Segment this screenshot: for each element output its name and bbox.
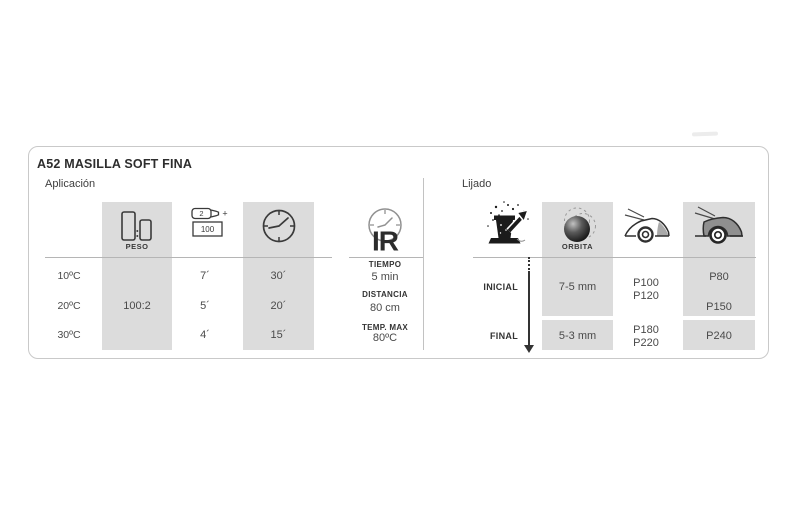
finish-grit-value: P150 [706, 301, 732, 313]
ir-text: IR [372, 225, 398, 253]
dry-time-value: 20´ [270, 300, 287, 312]
ir-stat-value: 80ºC [372, 332, 398, 344]
finish-grit-value: P80 [709, 271, 729, 283]
dry-time-value: 30´ [270, 270, 287, 282]
temp-row-label: 20ºC [57, 300, 81, 312]
weight-ratio-value: 100:2 [123, 300, 151, 312]
orbit-stroke-value: 7-5 mm [558, 281, 597, 293]
clock-icon [261, 208, 297, 244]
dry-time-value: 15´ [270, 329, 287, 341]
smudge-mark [692, 132, 718, 137]
stage-arrow [528, 271, 530, 345]
sanding-grit-value: P120 [633, 290, 659, 302]
orbita-label: ORBITA [561, 242, 594, 251]
gel-time-value: 5´ [200, 300, 210, 312]
temp-row-label: 10ºC [57, 270, 81, 282]
sanding-grit-value: P220 [633, 337, 659, 349]
stage-arrow-dotted [528, 257, 530, 270]
ir-stat-label: TIEMPO [368, 260, 402, 269]
peso-icon [108, 206, 166, 244]
peso-label: PESO [125, 242, 149, 251]
gel-time-value: 7´ [200, 270, 210, 282]
ir-stat-value: 5 min [371, 271, 399, 283]
plus-sign: + [222, 208, 228, 219]
product-title: A52 MASILLA SOFT FINA [37, 157, 193, 171]
orbit-stroke-value: 5-3 mm [558, 330, 597, 342]
sanding-grit-value: P100 [633, 277, 659, 289]
section-heading-lijado: Lijado [462, 178, 492, 190]
ir-stat-label: TEMP. MAX [361, 323, 409, 332]
car-sander-filled-icon [694, 204, 744, 246]
stage-label-final: FINAL [490, 331, 518, 341]
stage-arrow-head [524, 345, 534, 353]
ir-stat-label: DISTANCIA [362, 290, 408, 299]
aplicacion-divider-line [45, 257, 332, 258]
ir-divider-line [349, 257, 423, 258]
temp-row-label: 30ºC [57, 329, 81, 341]
car-sander-outline-icon [624, 205, 670, 245]
lijado-divider-line [473, 257, 756, 258]
ir-lamp-icon [362, 205, 408, 253]
mix-ratio-icon [189, 205, 231, 239]
base-ratio-text: 100 [200, 225, 215, 234]
sanding-grit-value: P180 [633, 324, 659, 336]
hardener-ratio-text: 2 [199, 209, 204, 219]
gel-time-value: 4´ [200, 329, 210, 341]
dust-extraction-icon [484, 200, 532, 248]
stage-label-inicial: INICIAL [483, 282, 518, 292]
finish-grit-value: P240 [706, 330, 732, 342]
ir-stat-value: 80 cm [370, 302, 400, 314]
section-heading-aplicacion: Aplicación [45, 178, 96, 190]
